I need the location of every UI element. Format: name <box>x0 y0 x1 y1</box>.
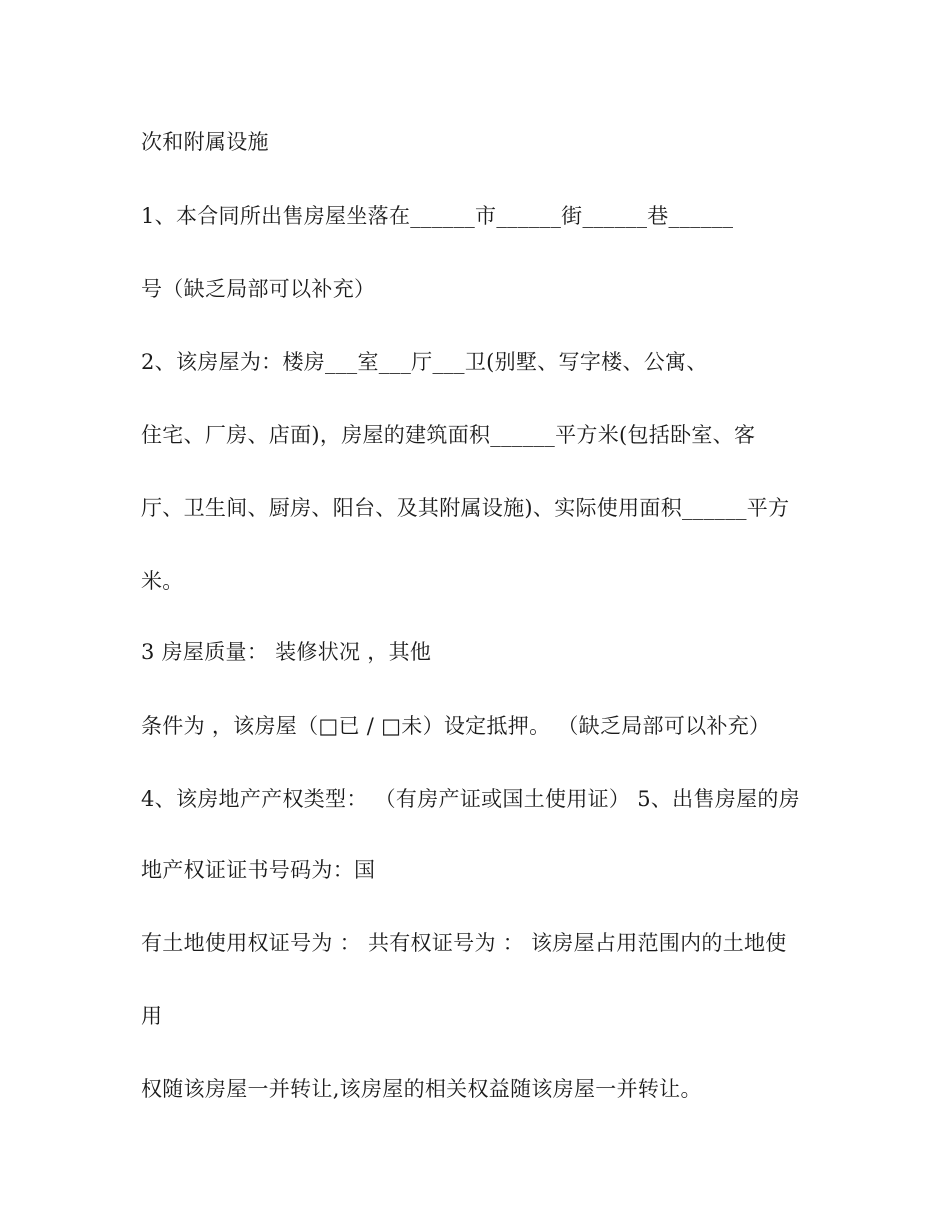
text-line-2: 1、本合同所出售房屋坐落在______市______街______巷______ <box>141 204 734 228</box>
text-line-6: 厅、卫生间、厨房、阳台、及其附属设施)、实际使用面积______平方 <box>141 496 790 520</box>
text-line-4: 2、该房屋为：楼房___室___厅___卫(别墅、写字楼、公寓、 <box>141 350 708 374</box>
text-line-3: 号（缺乏局部可以补充） <box>141 277 376 301</box>
text-line-5: 住宅、厂房、店面)，房屋的建筑面积______平方米(包括卧室、客 <box>141 423 756 447</box>
text-line-8: 3 房屋质量： 装修状况 ，其他 <box>141 640 432 664</box>
text-line-1: 次和附属设施 <box>141 130 269 154</box>
text-line-12: 有土地使用权证号为 ： 共有权证号为 ： 该房屋占用范围内的土地使 <box>141 931 787 955</box>
text-line-10: 4、该房地产产权类型： （有房产证或国土使用证） 5、出售房屋的房 <box>141 787 800 811</box>
text-line-14: 权随该房屋一并转让,该房屋的相关权益随该房屋一并转让。 <box>141 1077 702 1101</box>
text-line-11: 地产权证证书号码为：国 <box>141 858 376 882</box>
text-line-9: 条件为 ，该房屋（□已 / □未）设定抵押。 （缺乏局部可以补充） <box>141 714 771 738</box>
text-line-13: 用 <box>141 1004 163 1028</box>
text-line-7: 米。 <box>141 569 184 593</box>
